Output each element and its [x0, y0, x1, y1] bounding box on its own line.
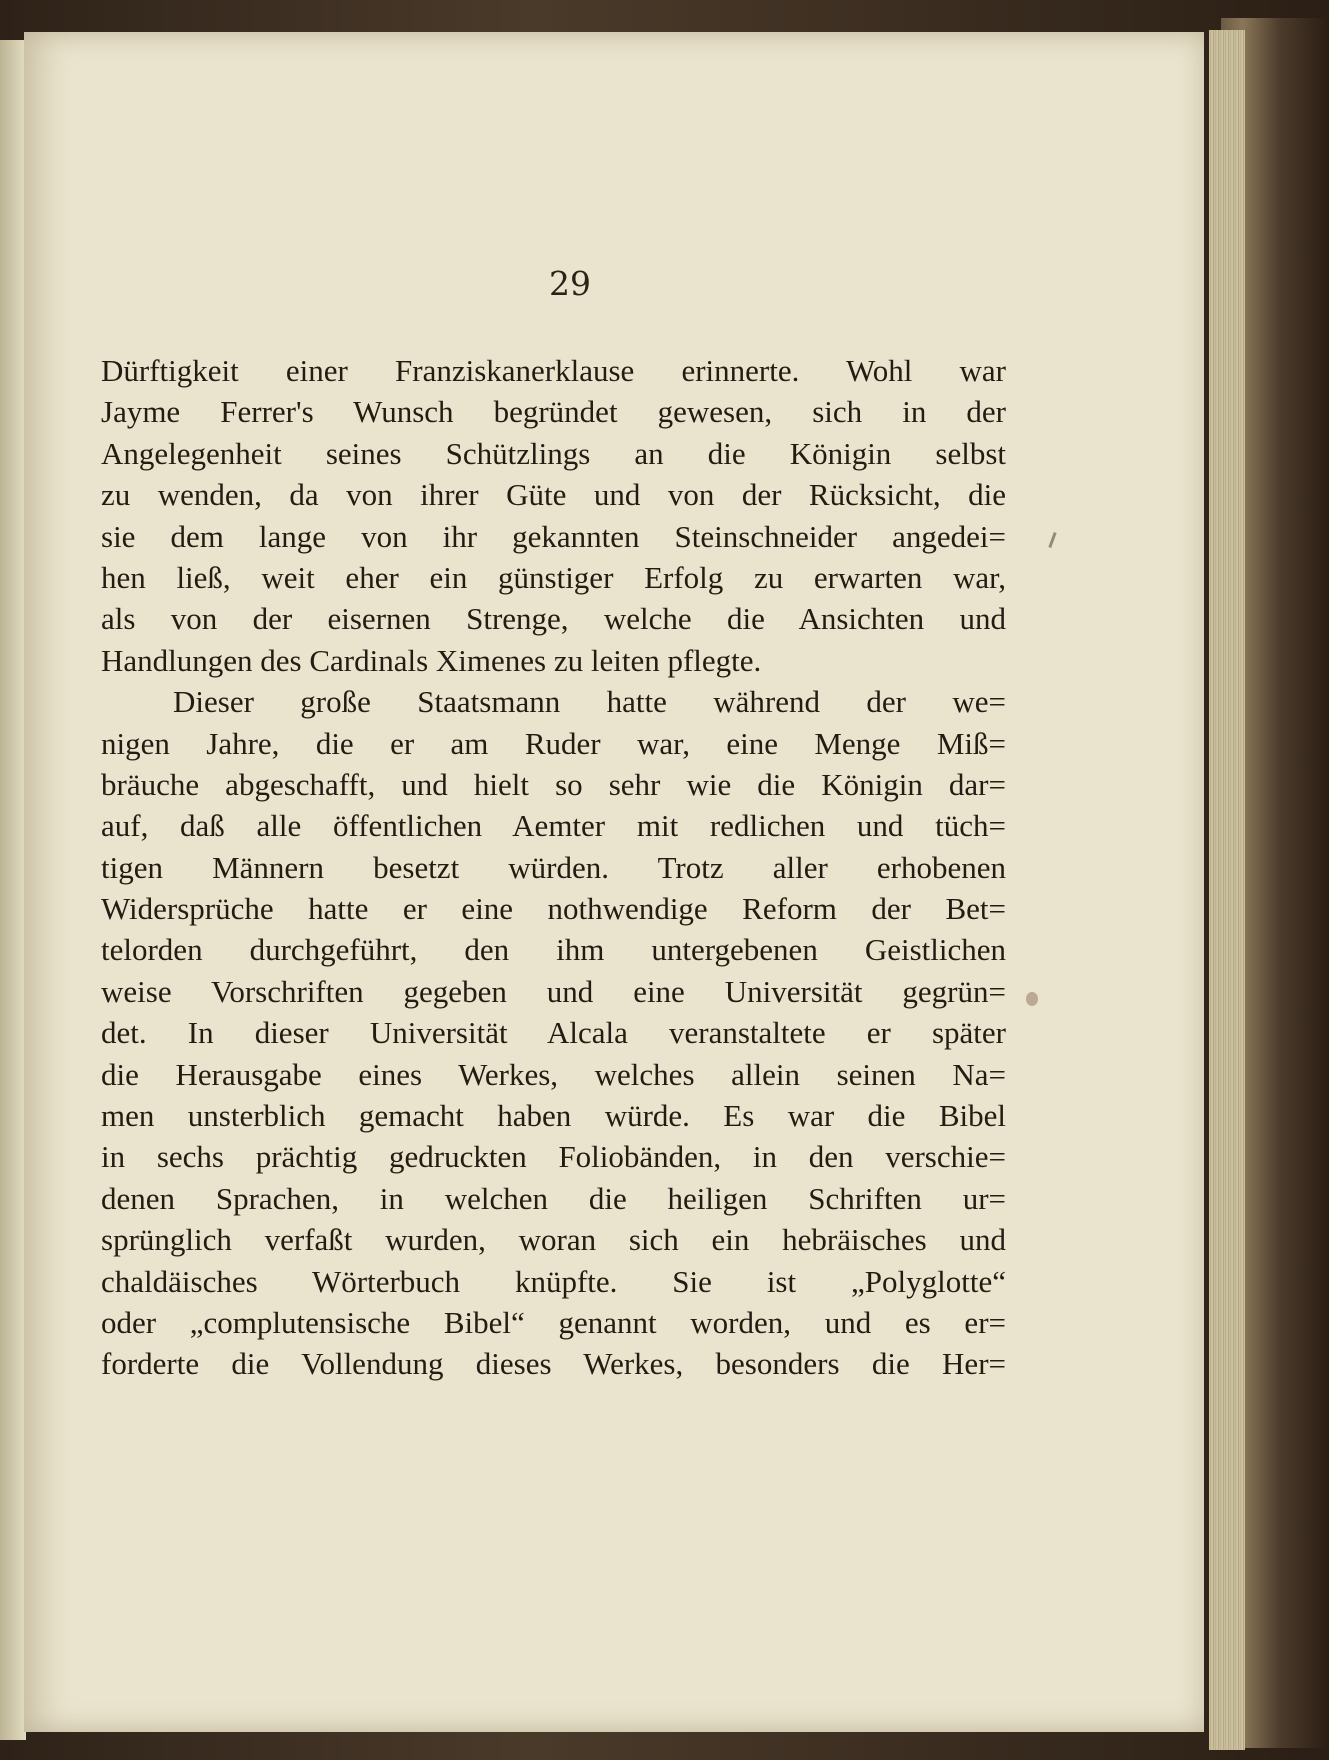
text-line: Angelegenheit seines Schützlings an die Königin selbst	[101, 435, 1006, 471]
text-line: hen ließ, weit eher ein günstiger Erfolg zu erwarten war,	[101, 559, 1006, 595]
text-line: sprünglich verfaßt wurden, woran sich ein hebräisches und	[101, 1222, 1006, 1258]
text-line: forderte die Vollendung dieses Werkes, besonders die Her=	[101, 1346, 1006, 1382]
text-line: sie dem lange von ihr gekannten Steinschneider angedei=	[101, 518, 1006, 554]
text-line: die Herausgabe eines Werkes, welches allein seinen Na=	[101, 1056, 1006, 1092]
text-line: Dürftigkeit einer Franziskanerklause erinnerte. Wohl war	[101, 353, 1006, 388]
text-line: Dieser große Staatsmann hatte während der we=	[173, 684, 1006, 720]
text-line: Handlungen des Cardinals Ximenes zu leiten pflegte.	[101, 642, 762, 678]
left-page-edge	[0, 40, 26, 1740]
text-line: auf, daß alle öffentlichen Aemter mit redlichen und tüch=	[101, 808, 1006, 844]
body-text	[101, 350, 1006, 1385]
text-line: men unsterblich gemacht haben würde. Es war die Bibel	[101, 1098, 1006, 1134]
text-line: det. In dieser Universität Alcala veranstaltete er später	[101, 1015, 1006, 1051]
text-line: bräuche abgeschafft, und hielt so sehr wie die Königin dar=	[101, 766, 1006, 802]
text-line: weise Vorschriften gegeben und eine Universität gegrün=	[101, 973, 1006, 1009]
page-edges	[1209, 30, 1245, 1750]
text-line: Jayme Ferrer's Wunsch begründet gewesen, sich in der	[101, 394, 1006, 430]
text-line: denen Sprachen, in welchen die heiligen Schriften ur=	[101, 1180, 1006, 1216]
text-line: tigen Männern besetzt würden. Trotz aller erhobenen	[101, 849, 1006, 885]
ink-smudge	[1026, 992, 1038, 1006]
book-page	[24, 32, 1204, 1732]
text-line: chaldäisches Wörterbuch knüpfte. Sie ist „Polyglotte“	[101, 1263, 1006, 1299]
text-line: nigen Jahre, die er am Ruder war, eine Menge Miß=	[101, 725, 1006, 761]
text-line: oder „complutensische Bibel“ genannt worden, und es er=	[101, 1304, 1006, 1340]
text-line: Widersprüche hatte er eine nothwendige Reform der Bet=	[101, 891, 1006, 927]
text-line: in sechs prächtig gedruckten Foliobänden, in den verschie=	[101, 1139, 1006, 1175]
text-line: zu wenden, da von ihrer Güte und von der Rücksicht, die	[101, 477, 1006, 513]
pencil-mark	[1048, 532, 1056, 548]
text-line: telorden durchgeführt, den ihm untergebenen Geistlichen	[101, 932, 1006, 968]
text-line: als von der eisernen Strenge, welche die Ansichten und	[101, 601, 1006, 637]
page-number: 29	[549, 264, 591, 303]
